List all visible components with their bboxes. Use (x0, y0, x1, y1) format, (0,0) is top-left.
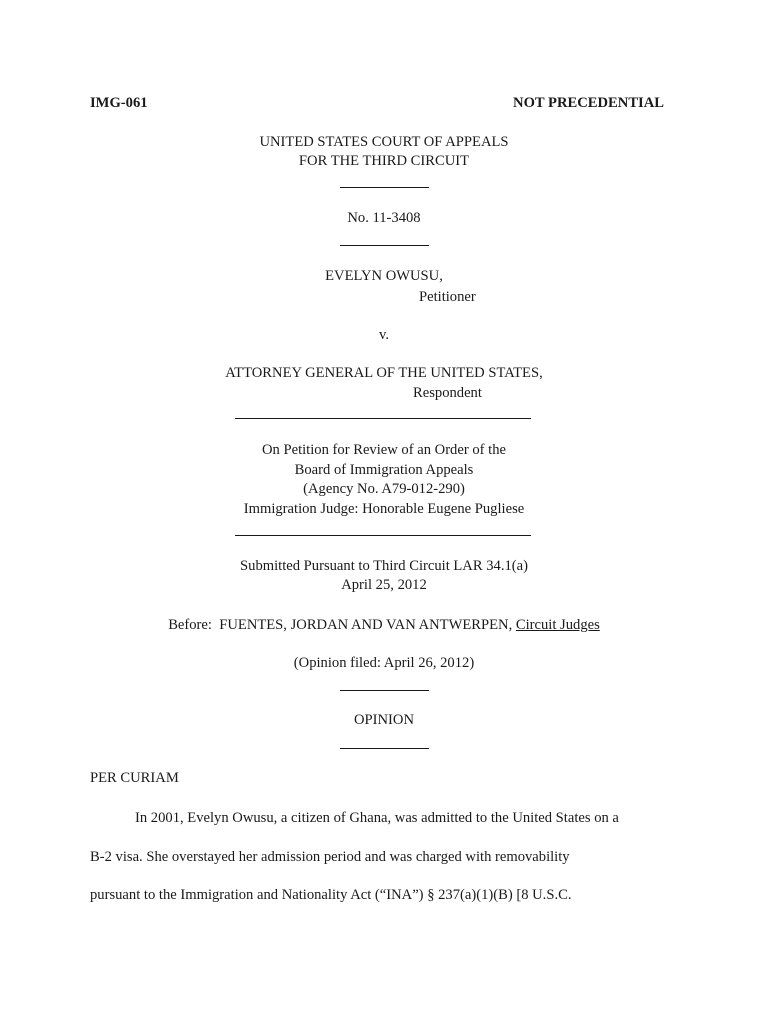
case-number: No. 11-3408 (347, 210, 421, 226)
petition-line1: On Petition for Review of an Order of the (262, 442, 506, 458)
separator-rule (340, 748, 429, 749)
court-name-line1: UNITED STATES COURT OF APPEALS (259, 134, 509, 150)
submission-line: Submitted Pursuant to Third Circuit LAR 34.1(a) (240, 558, 528, 574)
separator-rule-long (235, 535, 531, 536)
petitioner-name: EVELYN OWUSU, (325, 268, 443, 284)
court-name-line2: FOR THE THIRD CIRCUIT (298, 153, 470, 169)
respondent-name: ATTORNEY GENERAL OF THE UNITED STATES, (225, 365, 543, 381)
separator-rule (340, 187, 429, 188)
petitioner-role: Petitioner (419, 289, 476, 305)
versus: v. (379, 327, 389, 343)
submission-date: April 25, 2012 (341, 577, 427, 593)
body-line-3: pursuant to the Immigration and Nationality Act (“INA”) § 237(a)(1)(B) [8 U.S.C. (90, 887, 572, 903)
separator-rule (340, 690, 429, 691)
panel-judges-names: Before: FUENTES, JORDAN AND VAN ANTWERPEN, (168, 617, 516, 633)
agency-number: (Agency No. A79-012-290) (303, 481, 465, 497)
separator-rule-long (235, 418, 531, 419)
petition-line2: Board of Immigration Appeals (294, 462, 474, 478)
immigration-judge: Immigration Judge: Honorable Eugene Pugliese (243, 501, 525, 517)
document-id: IMG-061 (90, 95, 148, 111)
panel-judges-title: Circuit Judges (515, 617, 600, 633)
body-line-1: In 2001, Evelyn Owusu, a citizen of Ghana, was admitted to the United States on a (135, 810, 619, 826)
panel-judges (0, 616, 768, 634)
per-curiam: PER CURIAM (90, 770, 179, 786)
body-line-2: B-2 visa. She overstayed her admission period and was charged with removability (90, 849, 570, 865)
separator-rule (340, 245, 429, 246)
respondent-role: Respondent (413, 385, 482, 401)
opinion-heading: OPINION (354, 712, 414, 728)
opinion-filed-date: (Opinion filed: April 26, 2012) (293, 655, 475, 671)
precedential-status: NOT PRECEDENTIAL (513, 95, 664, 111)
